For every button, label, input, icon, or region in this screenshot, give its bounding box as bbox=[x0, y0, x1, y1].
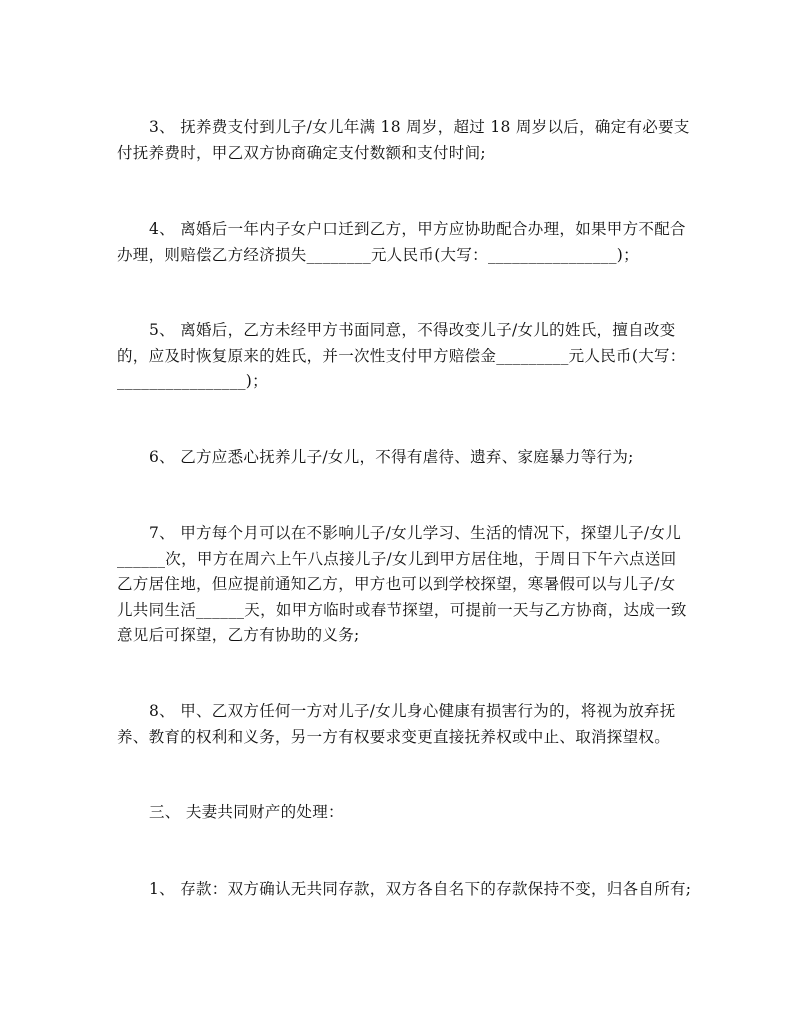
section-3-heading bbox=[117, 800, 687, 826]
paragraph-line: 1、 存款：双方确认无共同存款，双方各自名下的存款保持不变，归各自所有; bbox=[149, 880, 692, 898]
paragraph-line: 4、 离婚后一年内子女户口迁到乙方，甲方应协助配合办理，如果甲方不配合 bbox=[149, 220, 686, 238]
paragraph-line: ______次，甲方在周六上午八点接儿子/女儿到甲方居住地，于周日下午六点送回 bbox=[117, 549, 677, 568]
clause-4-paragraph bbox=[117, 217, 687, 268]
paragraph-line: 6、 乙方应悉心抚养儿子/女儿，不得有虐待、遗弃、家庭暴力等行为; bbox=[149, 448, 634, 466]
paragraph-line: 付抚养费时，甲乙双方协商确定支付数额和支付时间; bbox=[117, 143, 486, 162]
clause-8-paragraph bbox=[117, 699, 687, 750]
clause-6-paragraph bbox=[117, 445, 687, 471]
paragraph-line: 儿共同生活______天，如甲方临时或春节探望，可提前一天与乙方协商，达成一致 bbox=[117, 600, 687, 619]
paragraph-line: 的，应及时恢复原来的姓氏，并一次性支付甲方赔偿金_________元人民币(大写： bbox=[117, 346, 686, 365]
paragraph-line: 8、 甲、乙双方任何一方对儿子/女儿身心健康有损害行为的，将视为放弃抚 bbox=[149, 702, 676, 720]
paragraph-line: ________________)； bbox=[117, 372, 268, 390]
paragraph-line: 乙方居住地，但应提前通知乙方，甲方也可以到学校探望，寒暑假可以与儿子/女 bbox=[117, 575, 676, 593]
clause-5-paragraph bbox=[117, 318, 687, 395]
clause-7-paragraph bbox=[117, 521, 687, 649]
paragraph-line: 3、 抚养费支付到儿子/女儿年满 18 周岁，超过 18 周岁以后，确定有必要支 bbox=[149, 118, 690, 136]
paragraph-line: 5、 离婚后，乙方未经甲方书面同意，不得改变儿子/女儿的姓氏，擅自改变 bbox=[149, 321, 676, 339]
clause-3-paragraph bbox=[117, 115, 690, 166]
paragraph-line: 办理，则赔偿乙方经济损失________元人民币(大写：________________)； bbox=[117, 245, 639, 264]
section-heading-line: 三、 夫妻共同财产的处理： bbox=[149, 803, 344, 821]
paragraph-line: 7、 甲方每个月可以在不影响儿子/女儿学习、生活的情况下，探望儿子/女儿 bbox=[149, 524, 682, 542]
paragraph-line: 意见后可探望，乙方有协助的义务; bbox=[117, 626, 360, 644]
property-clause-1-paragraph bbox=[117, 877, 692, 903]
paragraph-line: 养、教育的权利和义务，另一方有权要求变更直接抚养权或中止、取消探望权。 bbox=[117, 727, 671, 746]
